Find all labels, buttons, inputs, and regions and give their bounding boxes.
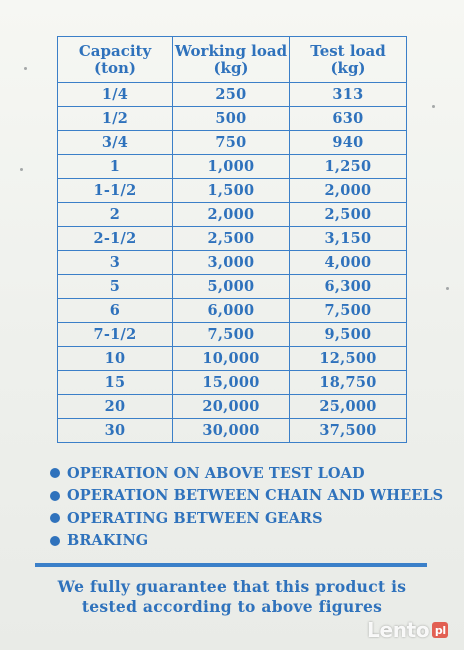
table-row [58,347,407,371]
table-row [58,323,407,347]
capacity-header [58,37,173,83]
working-load-cell: 10,000 [173,347,290,371]
warning-text: OPERATION BETWEEN CHAIN AND WHEELS [67,487,444,505]
test-load-cell: 37,500 [290,419,407,443]
working-load-cell: 1,000 [173,155,290,179]
table-row [58,107,407,131]
table-row [58,371,407,395]
test-load-cell: 12,500 [290,347,407,371]
capacity-cell: 7-1/2 [58,323,173,347]
test-load-cell: 18,750 [290,371,407,395]
table-row [58,251,407,275]
test-load-cell: 6,300 [290,275,407,299]
test-load-header [290,37,407,83]
warning-text: OPERATING BETWEEN GEARS [67,509,323,527]
table-header-row [58,37,407,83]
capacity-header-line: Capacity [78,41,152,60]
table-row [58,227,407,251]
capacity-cell: 30 [58,419,173,443]
load-capacity-table [57,36,407,443]
test-load-cell: 2,000 [290,179,407,203]
test-load-cell: 940 [290,131,407,155]
capacity-cell: 1-1/2 [58,179,173,203]
working-load-cell: 2,500 [173,227,290,251]
working-load-cell: 500 [173,107,290,131]
capacity-cell: 2-1/2 [58,227,173,251]
table-row [58,203,407,227]
paper-speck [432,105,435,108]
bullet-dot-icon [50,468,60,478]
test-load-header-line: (kg) [330,58,366,77]
table-row [58,419,407,443]
test-load-cell: 630 [290,107,407,131]
capacity-cell: 10 [58,347,173,371]
test-load-cell: 3,150 [290,227,407,251]
lento-watermark [367,618,448,642]
capacity-cell: 3/4 [58,131,173,155]
warning-item [50,507,443,530]
paper-speck [24,67,27,70]
bullet-dot-icon [50,513,60,523]
warning-item [50,462,443,485]
working-load-cell: 15,000 [173,371,290,395]
guarantee-line-2: tested according to above figures [81,597,383,616]
capacity-cell: 1/2 [58,107,173,131]
table-row [58,395,407,419]
working-load-cell: 3,000 [173,251,290,275]
working-load-cell: 2,000 [173,203,290,227]
bullet-dot-icon [50,536,60,546]
test-load-cell: 25,000 [290,395,407,419]
table-row [58,83,407,107]
capacity-cell: 2 [58,203,173,227]
table-row [58,179,407,203]
working-load-cell: 20,000 [173,395,290,419]
test-load-cell: 1,250 [290,155,407,179]
watermark-text: Lento [367,618,430,642]
working-load-cell: 5,000 [173,275,290,299]
guarantee-line-1: We fully guarantee that this product is [57,577,407,596]
working-load-cell: 30,000 [173,419,290,443]
watermark-badge: pl [432,622,448,638]
working-load-cell: 6,000 [173,299,290,323]
capacity-cell: 5 [58,275,173,299]
divider-line [35,563,427,567]
warning-text: OPERATION ON ABOVE TEST LOAD [67,464,365,482]
test-load-cell: 2,500 [290,203,407,227]
capacity-cell: 1/4 [58,83,173,107]
capacity-cell: 1 [58,155,173,179]
test-load-cell: 313 [290,83,407,107]
test-load-cell: 4,000 [290,251,407,275]
working-load-cell: 750 [173,131,290,155]
guarantee-text [40,577,424,617]
working-load-header-line: Working load [174,41,288,60]
working-load-header-line: (kg) [213,58,249,77]
table-row [58,131,407,155]
warning-item [50,530,443,553]
warning-text: BRAKING [67,532,149,550]
warning-item [50,485,443,508]
capacity-header-line: (ton) [93,58,137,77]
test-load-cell: 9,500 [290,323,407,347]
capacity-cell: 15 [58,371,173,395]
capacity-cell: 6 [58,299,173,323]
table-row [58,155,407,179]
bullet-dot-icon [50,491,60,501]
capacity-cell: 3 [58,251,173,275]
warnings-list [50,462,443,552]
capacity-cell: 20 [58,395,173,419]
working-load-cell: 1,500 [173,179,290,203]
working-load-cell: 250 [173,83,290,107]
test-load-cell: 7,500 [290,299,407,323]
working-load-cell: 7,500 [173,323,290,347]
table-row [58,275,407,299]
table-row [58,299,407,323]
paper-speck [20,168,23,171]
working-load-header [173,37,290,83]
paper-speck [446,287,449,290]
test-load-header-line: Test load [310,41,386,60]
